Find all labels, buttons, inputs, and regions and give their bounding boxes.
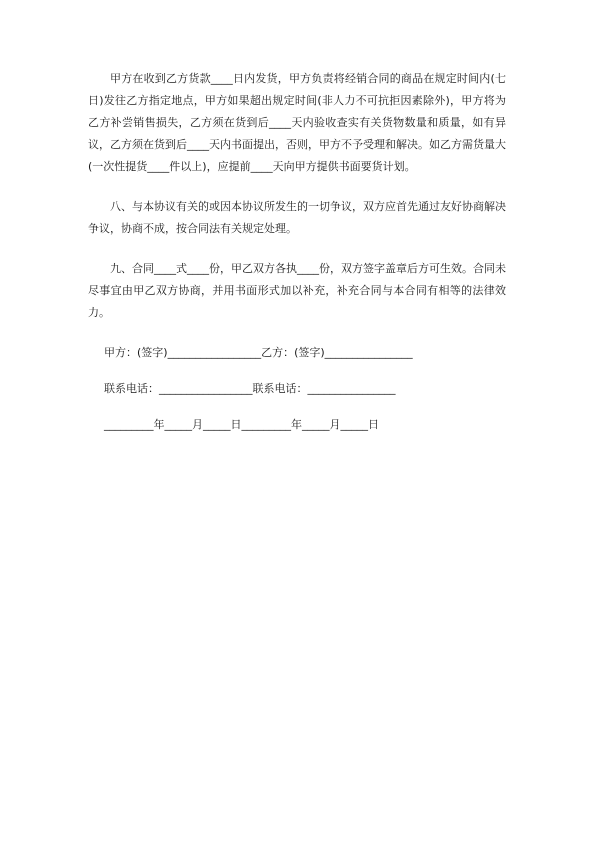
contact-phone-line: 联系电话：_________________联系电话：________________ (104, 382, 396, 395)
clause-nine-copies-paragraph: 九、合同____式____份，甲乙双方各执____份，双方签字盖章后方可生效。合同未尽事宜由甲乙双方协商，并用书面形式加以补充，补充合同与本合同有相等的法律效力。 (88, 262, 506, 319)
document-body (88, 68, 506, 450)
clause-eight-dispute-paragraph: 八、与本协议有关的或因本协议所发生的一切争议，双方应首先通过友好协商解决争议，协商不成，按合同法有关规定处理。 (88, 200, 506, 235)
clause-delivery-paragraph: 甲方在收到乙方货款____日内发货，甲方负责将经销合同的商品在规定时间内(七日)发往乙方指定地点，甲方如果超出规定时间(非人力不可抗拒因素除外)，甲方将为乙方补尝销售损失，乙方须在货到后____天内验收查实有关货物数量和质量，如有异议，乙方须在货到后____天内书面提出，否则，甲方不予受理和解决。如乙方需货量大(一次性提货____件以上)，应提前____天向甲方提供书面要货计划。 (88, 72, 506, 173)
signing-date-line: _________年_____月_____日_________年_____月_____日 (104, 418, 379, 431)
signature-parties-line: 甲方：(签字)_________________乙方：(签字)________________ (104, 346, 413, 359)
